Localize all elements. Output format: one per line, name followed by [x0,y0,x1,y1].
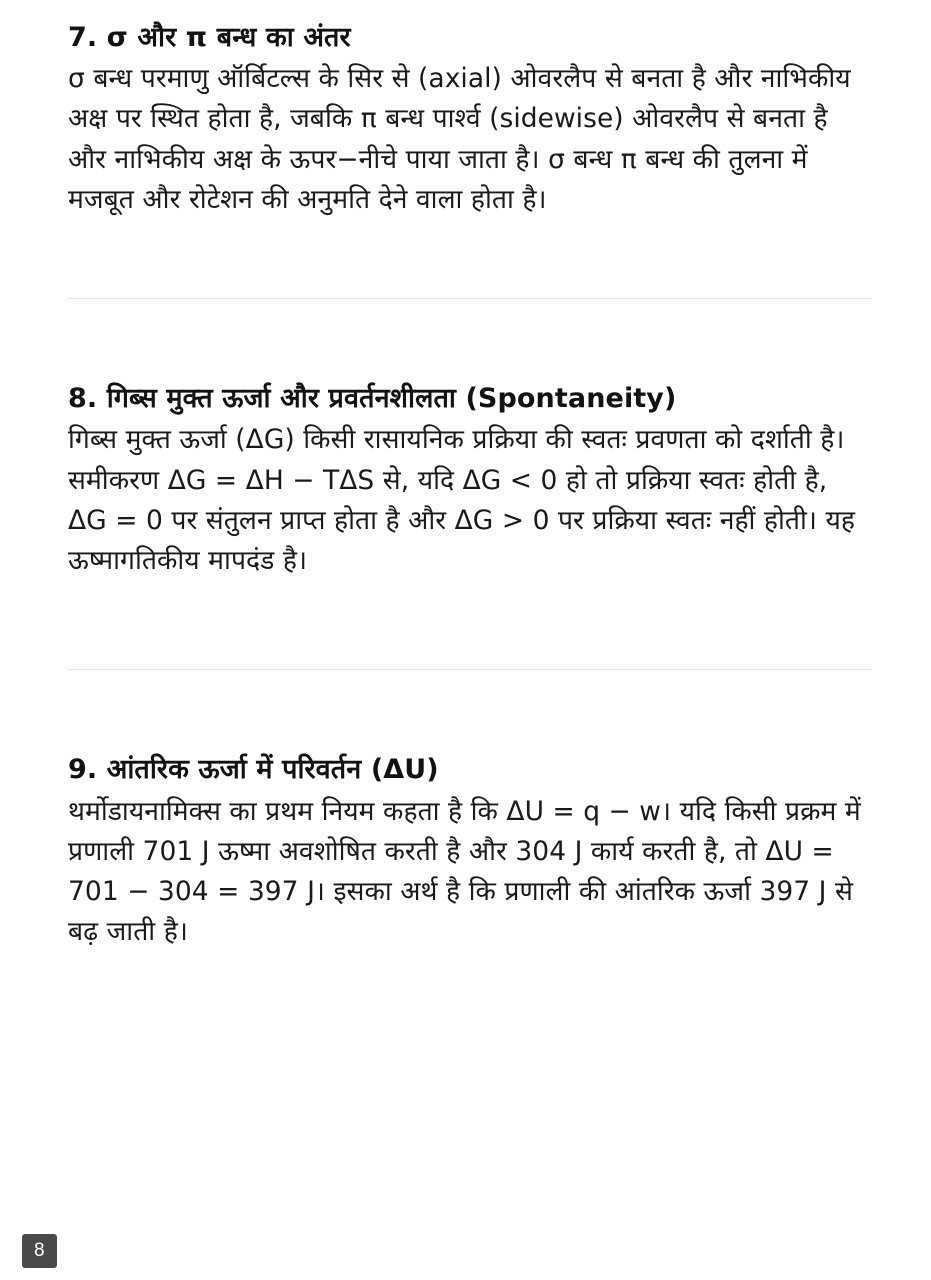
section-9-body: थर्मोडायनामिक्स का प्रथम नियम कहता है कि ΔU = q − w। यदि किसी प्रक्रम में प्रणाली 701 J ऊष्मा अवशोषित करती है और 304 J कार्य करती है, तो ΔU = 701 − 304 = 397 J। इसका अर्थ है कि प्रणाली की आंतरिक ऊर्जा 397 J से बढ़ जाती है। [68,795,861,948]
section-8 [68,379,871,581]
spacer-before-section-8 [68,299,871,379]
spacer-after-section-7 [68,220,871,298]
section-8-title: 8. गिब्स मुक्त ऊर्जा और प्रवर्तनशीलता (Spontaneity) [68,383,677,415]
section-9-title: 9. आंतरिक ऊर्जा में परिवर्तन (ΔU) [68,754,439,786]
spacer-before-section-9 [68,670,871,750]
section-8-body: गिब्स मुक्त ऊर्जा (ΔG) किसी रासायनिक प्रक्रिया की स्वतः प्रवणता को दर्शाती है। समीकरण ΔG = ΔH − TΔS से, यदि ΔG < 0 हो तो प्रक्रिया स्वतः होती है, ΔG = 0 पर संतुलन प्राप्त होता है और ΔG > 0 पर प्रक्रिया स्वतः नहीं होती। यह ऊष्मागतिकीय मापदंड है। [68,424,856,577]
section-7-body: σ बन्ध परमाणु ऑर्बिटल्स के सिर से (axial) ओवरलैप से बनता है और नाभिकीय अक्ष पर स्थित होता है, जबकि π बन्ध पार्श्व (sidewise) ओवरलैप से बनता है और नाभिकीय अक्ष के ऊपर−नीचे पाया जाता है। σ बन्ध π बन्ध की तुलना में मजबूत और रोटेशन की अनुमति देने वाला होता है। [68,63,851,215]
page-number-badge: 8 [22,1234,57,1268]
section-7 [68,18,871,220]
spacer-after-section-8 [68,581,871,669]
section-9 [68,750,871,952]
section-7-title: 7. σ और π बन्ध का अंतर [68,22,351,53]
